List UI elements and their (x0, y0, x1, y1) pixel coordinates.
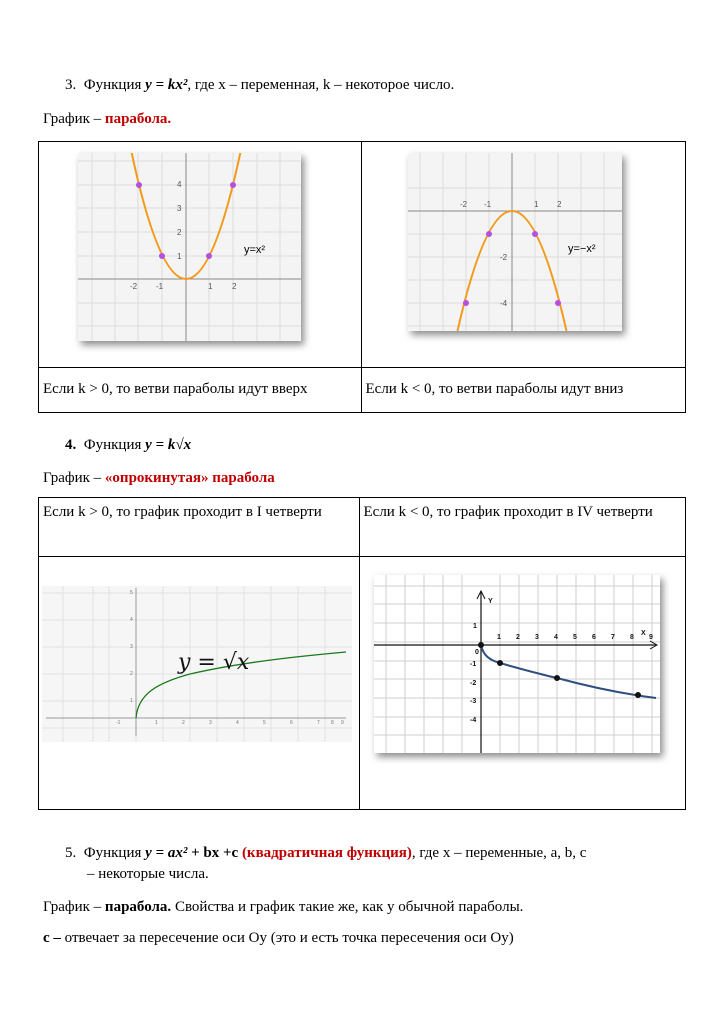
y-tick-label: 3 (130, 644, 133, 650)
point (497, 660, 503, 666)
y-tick-label: 2 (130, 671, 133, 677)
y-tick-label: 1 (130, 698, 133, 704)
sqrt-up-svg (42, 586, 352, 742)
x-tick-label: 9 (341, 720, 344, 726)
section-number: 3. (65, 77, 77, 93)
section-number: 4. (65, 437, 77, 453)
x-tick-label: 5 (263, 720, 266, 726)
table2-right-caption-cell (359, 498, 686, 557)
x-tick-label: -1 (116, 720, 121, 726)
y-tick-label: -2 (500, 253, 508, 262)
graph-prefix: График – (43, 470, 105, 486)
x-tick-label: 8 (630, 634, 634, 641)
function-label: y=−x² (568, 243, 596, 255)
sqrt-curve (481, 645, 656, 698)
caption-k-negative: Если k < 0, то ветви параболы идут вниз (365, 381, 624, 397)
x-tick-label: 2 (557, 200, 562, 209)
sqrt-up-graph (42, 586, 352, 742)
table2-left-caption-cell (39, 498, 360, 557)
caption-k-positive: Если k > 0, то ветви параболы идут вверх (43, 381, 308, 397)
section5-line2: – некоторые числа. (87, 866, 209, 882)
graph-name: «опрокинутая» парабола (104, 470, 275, 486)
point (532, 231, 538, 237)
formula-bx-c: + bx +c (187, 845, 242, 861)
x-tick-label: -2 (460, 200, 468, 209)
caption-k-negative: Если k < 0, то график проходит в IV четверти (363, 504, 653, 520)
function-prefix: Функция (83, 77, 146, 93)
x-tick-label: 1 (155, 720, 158, 726)
section4-graph-line (43, 470, 275, 487)
sqrt-down-graph (374, 575, 660, 753)
point (136, 182, 142, 188)
y-tick-label: -4 (500, 299, 508, 308)
formula-description: , где x – переменная, k – некоторое число. (187, 77, 455, 93)
x-tick-label: 4 (236, 720, 239, 726)
table1-left-caption-cell (39, 368, 362, 413)
y-axis-label: Y (488, 598, 493, 605)
y-tick-label: 2 (177, 228, 182, 237)
x-tick-label: 7 (611, 634, 615, 641)
section4-heading (65, 437, 191, 454)
parabola-down-graph (408, 153, 622, 331)
x-tick-label: 1 (534, 200, 539, 209)
x-tick-label: 5 (573, 634, 577, 641)
y-tick-label: -3 (470, 698, 477, 705)
point (230, 182, 236, 188)
x-tick-label: -2 (130, 282, 138, 291)
x-tick-label: 1 (497, 634, 501, 641)
graph-prefix: График – (43, 111, 105, 127)
sqrt-down-svg (374, 575, 660, 753)
point (206, 253, 212, 259)
origin-label: 0 (475, 649, 479, 656)
x-tick-label: 2 (232, 282, 237, 291)
section3-graph-line (43, 111, 171, 128)
y-tick-label: -2 (470, 680, 477, 687)
y-tick-label: 3 (177, 204, 182, 213)
point (478, 642, 484, 648)
x-tick-label: 4 (554, 634, 558, 641)
point (555, 300, 561, 306)
x-tick-label: 2 (516, 634, 520, 641)
parabola-down-svg (408, 153, 622, 331)
formula-ax2: y = ax² (145, 845, 188, 861)
grid (408, 153, 622, 331)
caption-k-positive: Если k > 0, то график проходит в I четверти (43, 504, 322, 520)
y-tick-label: 1 (473, 623, 477, 630)
y-tick-label: 4 (130, 617, 133, 623)
point (486, 231, 492, 237)
grid (78, 153, 301, 341)
parabola-up-svg (78, 153, 301, 341)
function-prefix: Функция (83, 437, 146, 453)
y-tick-label: -4 (470, 717, 477, 724)
formula-description: , где x – переменные, a, b, c (411, 845, 587, 861)
x-tick-label: -1 (484, 200, 492, 209)
quadratic-function-label: (квадратичная функция) (241, 845, 412, 861)
section5-c-line (43, 930, 514, 947)
function-label: y = √x (178, 650, 250, 675)
y-tick-label: 1 (177, 252, 182, 261)
section-number: 5. (65, 845, 77, 861)
x-tick-label: 7 (317, 720, 320, 726)
function-prefix: Функция (83, 845, 146, 861)
point (554, 675, 560, 681)
x-tick-label: 3 (209, 720, 212, 726)
x-tick-label: 1 (208, 282, 213, 291)
formula-ksqrtx: y = k√x (145, 437, 192, 453)
grid (374, 575, 660, 753)
c-label: c – (43, 930, 65, 946)
y-tick-label: 4 (177, 180, 182, 189)
x-tick-label: 6 (592, 634, 596, 641)
x-axis-label: X (641, 630, 646, 637)
point (463, 300, 469, 306)
graph-description: Свойства и график такие же, как у обычной параболы. (171, 899, 524, 915)
graph-name: парабола. (104, 111, 172, 127)
section5-graph-line (43, 899, 523, 916)
table1-right-caption-cell (361, 368, 686, 413)
section3-heading (65, 77, 454, 94)
x-tick-label: 8 (331, 720, 334, 726)
c-description: отвечает за пересечение оси Оу (это и есть точка пересечения оси Оу) (64, 930, 514, 946)
point (635, 692, 641, 698)
graph-name: парабола. (104, 899, 172, 915)
y-tick-label: -1 (470, 661, 477, 668)
point (159, 253, 165, 259)
x-tick-label: 3 (535, 634, 539, 641)
parabola-up-graph (78, 153, 301, 341)
formula-kx2: y = kx² (145, 77, 188, 93)
x-tick-label: 6 (290, 720, 293, 726)
function-label: y=x² (244, 244, 266, 256)
x-tick-label: 2 (182, 720, 185, 726)
graph-prefix: График – (43, 899, 105, 915)
x-tick-label: 9 (649, 634, 653, 641)
x-tick-label: -1 (156, 282, 164, 291)
section5-heading (65, 845, 685, 862)
y-tick-label: 5 (130, 590, 133, 596)
